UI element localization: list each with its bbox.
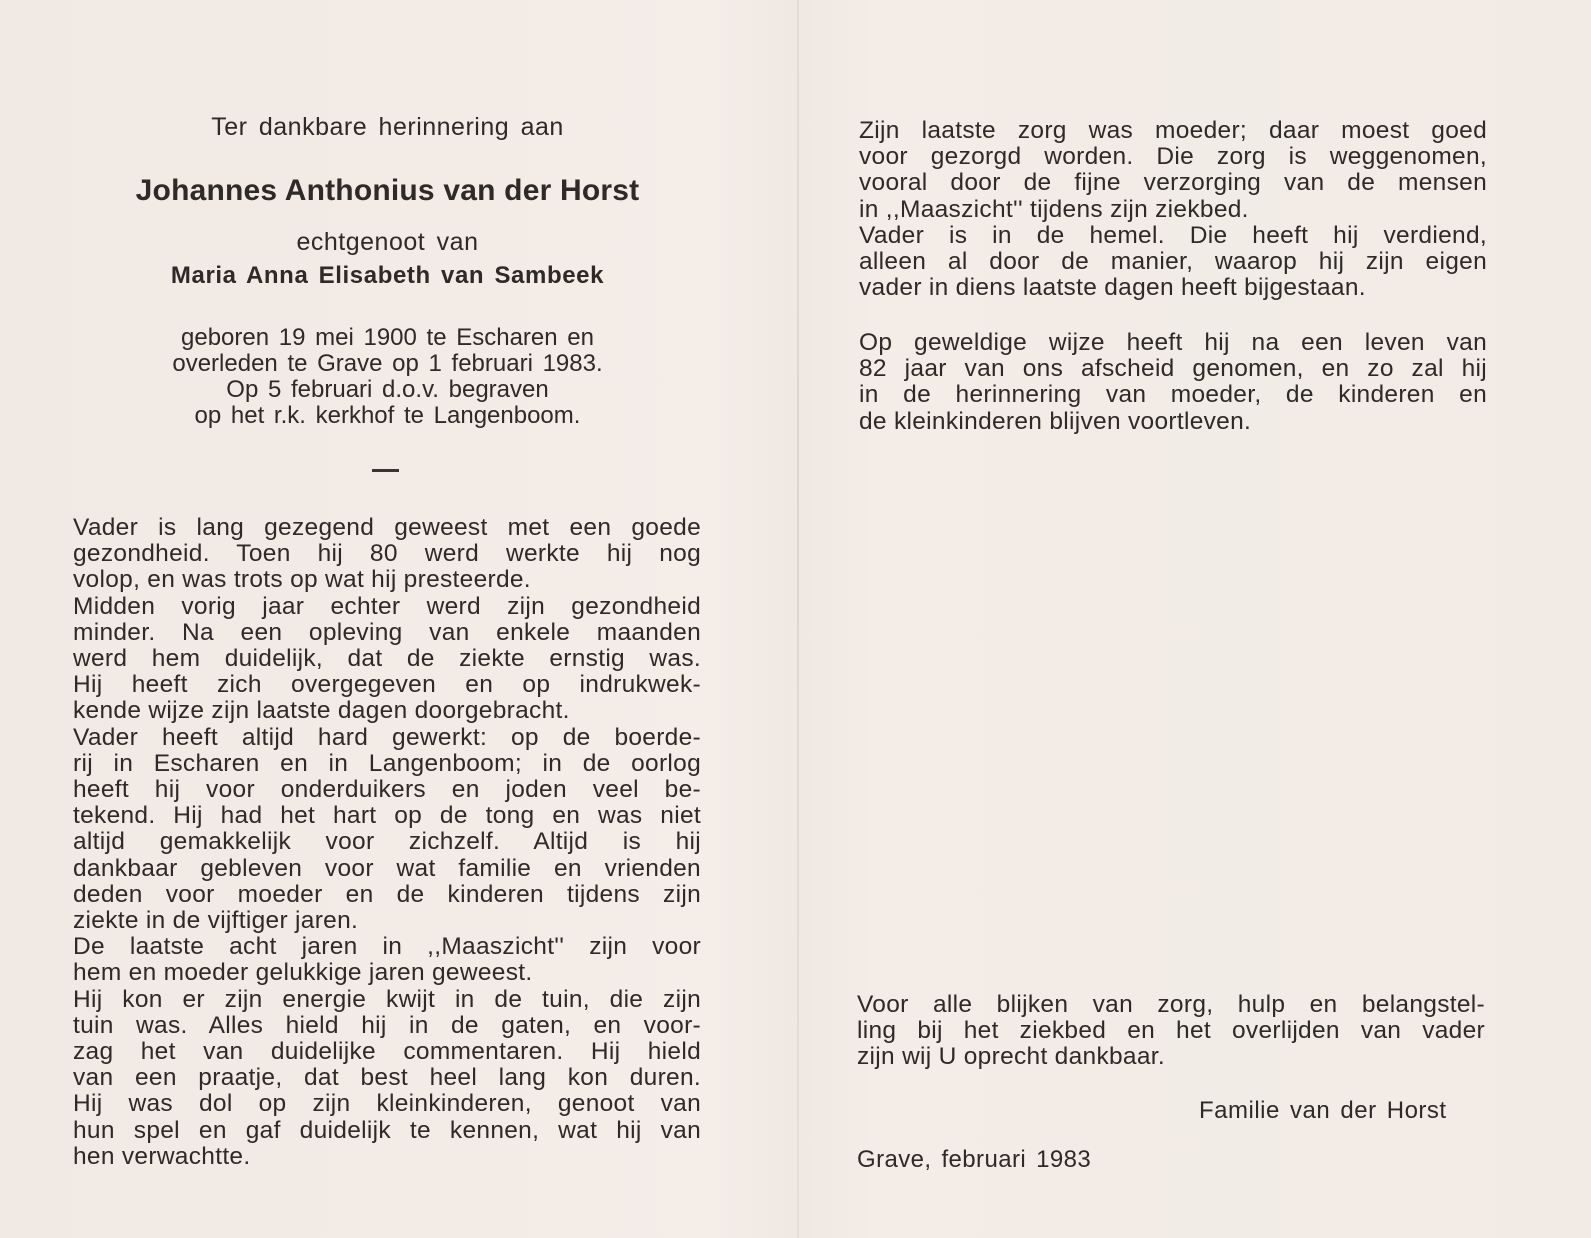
text-line: werd hem duidelijk, dat de ziekte ernstig was. [73, 645, 701, 673]
text-line: de kleinkinderen blijven voortleven. [859, 407, 1252, 435]
death-line: overleden te Grave op 1 februari 1983. [172, 350, 603, 377]
spouse-label: echtgenoot van [296, 228, 479, 256]
text-line: in ,,Maaszicht'' tijdens zijn ziekbed. [859, 195, 1249, 223]
paragraph-thanks [857, 992, 1485, 1071]
text-line: Voor alle blijken van zorg, hulp en belangstel- [857, 991, 1485, 1018]
separator-dash [372, 469, 399, 472]
text-line: altijd gemakkelijk voor zichzelf. Altijd is hij [73, 828, 701, 856]
text-line: hem en moeder gelukkige jaren geweest. [73, 959, 533, 987]
text-line: dankbaar gebleven voor wat familie en vrienden [73, 854, 701, 882]
text-line: hun spel en gaf duidelijk te kennen, wat hij van [73, 1116, 701, 1144]
text-line: van een praatje, dat best heel lang kon duren. [73, 1064, 701, 1092]
text-line: Op geweldige wijze heeft hij na een leven van [859, 329, 1487, 356]
text-line: kende wijze zijn laatste dagen doorgebracht. [73, 697, 570, 725]
text-line: ling bij het ziekbed en het overlijden van vader [857, 1017, 1485, 1045]
text-line: alleen al door de manier, waarop hij zijn eigen [859, 248, 1487, 276]
biography-text [73, 515, 701, 1170]
text-line: voor gezorgd worden. Die zorg is weggenomen, [859, 143, 1487, 171]
text-line: Midden vorig jaar echter werd zijn gezondheid [73, 592, 701, 620]
text-line: tekend. Hij had het hart op de tong en was niet [73, 802, 701, 830]
text-line: heeft hij voor onderduikers en joden veel be- [73, 776, 701, 804]
text-line: zag het van duidelijke commentaren. Hij hield [73, 1038, 701, 1066]
text-line: hen verwachtte. [73, 1142, 251, 1170]
spouse-name: Maria Anna Elisabeth van Sambeek [170, 262, 605, 289]
paragraph-last-care [859, 118, 1487, 301]
text-line: deden voor moeder en de kinderen tijdens zijn [73, 880, 701, 908]
text-line: minder. Na een opleving van enkele maanden [73, 618, 701, 646]
text-line: Zijn laatste zorg was moeder; daar moest goed [859, 117, 1487, 144]
intro-line: Ter dankbare herinnering aan [211, 113, 564, 141]
text-line: volop, en was trots op wat hij presteerde. [73, 566, 531, 594]
text-line: tuin was. Alles hield hij in de gaten, en voor- [73, 1011, 701, 1039]
text-line: Vader is in de hemel. Die heeft hij verdiend, [859, 221, 1487, 249]
text-line: in de herinnering van moeder, de kinderen en [859, 381, 1487, 409]
text-line: De laatste acht jaren in ,,Maaszicht'' zijn voor [73, 933, 701, 961]
text-line: zijn wij U oprecht dankbaar. [857, 1043, 1165, 1071]
text-line: Hij kon er zijn energie kwijt in de tuin, die zijn [73, 985, 701, 1013]
paragraph-farewell [859, 330, 1487, 435]
deceased-name: Johannes Anthonius van der Horst [135, 174, 640, 207]
text-line: vader in diens laatste dagen heeft bijgestaan. [859, 274, 1366, 302]
birth-line: geboren 19 mei 1900 te Escharen en [181, 324, 594, 351]
burial-line: Op 5 februari d.o.v. begraven [226, 376, 549, 403]
text-line: ziekte in de vijftiger jaren. [73, 907, 359, 935]
cemetery-line: op het r.k. kerkhof te Langenboom. [194, 402, 581, 429]
text-line: Hij heeft zich overgegeven en op indrukwek- [73, 671, 701, 699]
place-date: Grave, februari 1983 [857, 1146, 1092, 1173]
text-line: 82 jaar van ons afscheid genomen, en zo zal hij [859, 355, 1487, 383]
text-line: Vader heeft altijd hard gewerkt: op de boerde- [73, 723, 701, 751]
family-signature: Familie van der Horst [1199, 1097, 1447, 1124]
text-line: Vader is lang gezegend geweest met een goede [73, 514, 701, 541]
right-page [799, 0, 1591, 1238]
text-line: rij in Escharen en in Langenboom; in de oorlog [73, 749, 701, 777]
text-line: vooral door de fijne verzorging van de mensen [859, 169, 1487, 197]
text-line: gezondheid. Toen hij 80 werd werkte hij nog [73, 540, 701, 568]
text-line: Hij was dol op zijn kleinkinderen, genoot van [73, 1090, 701, 1118]
life-dates [0, 325, 775, 429]
